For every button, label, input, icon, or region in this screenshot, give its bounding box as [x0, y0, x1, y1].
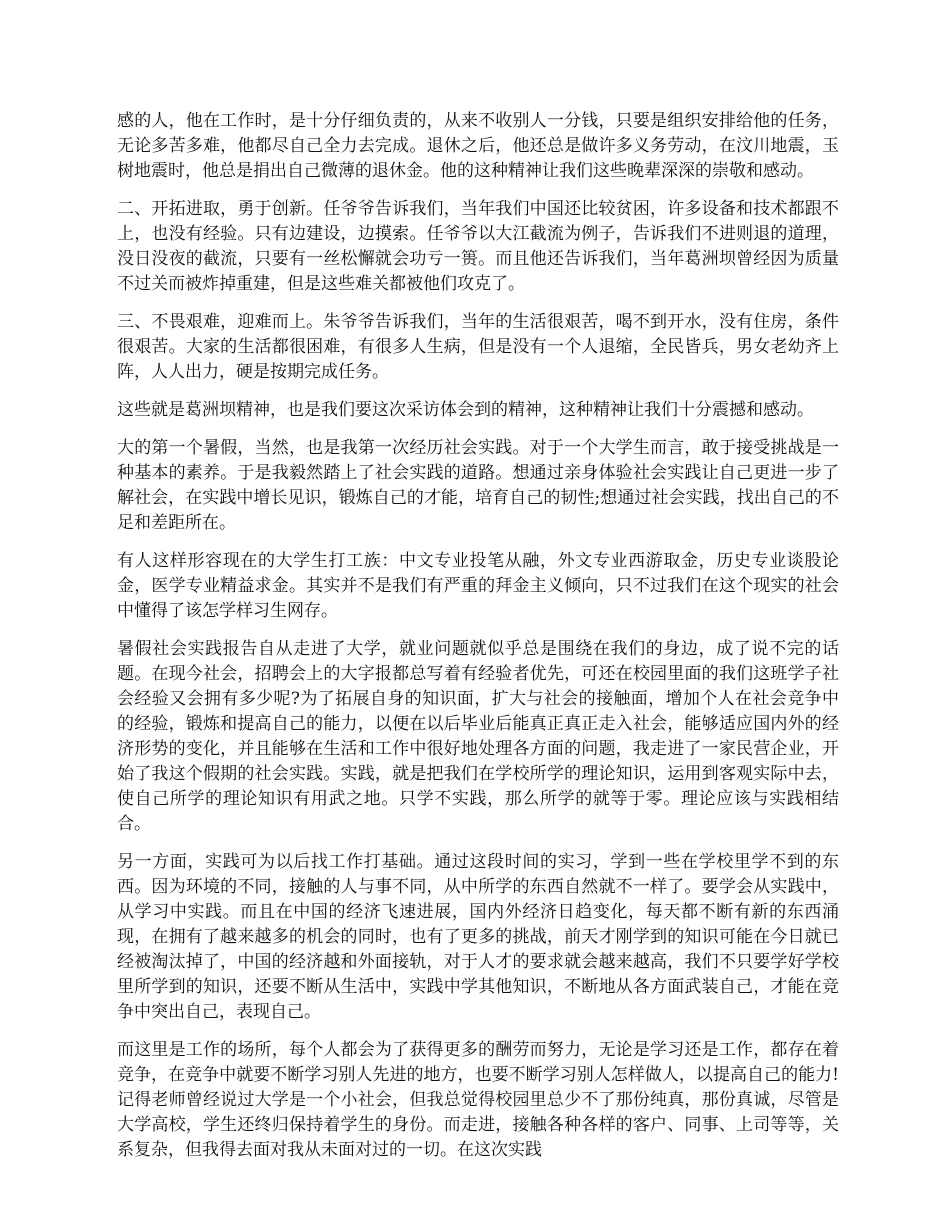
paragraph: 暑假社会实践报告自从走进了大学，就业问题就似乎总是围绕在我们的身边，成了说不完的话题。在现今社会，招聘会上的大字报都总写着有经验者优先，可还在校园里面的我们这班学子社会经验又会拥有多少呢?为了拓展自身的知识面，扩大与社会的接触面，增加个人在社会竞争中的经验，锻炼和提高自己的能力，以便在以后毕业后能真正真正走入社会，能够适应国内外的经济形势的变化，并且能够在生活和工作中很好地处理各方面的问题，我走进了一家民营企业，开始了我这个假期的社会实践。实践，就是把我们在学校所学的理论知识，运用到客观实际中去，使自己所学的理论知识有用武之地。只学不实践，那么所学的就等于零。理论应该与实践相结合。: [117, 639, 839, 834]
paragraph: 感的人，他在工作时，是十分仔细负责的，从来不收别人一分钱，只要是组织安排给他的任务，无论多苦多难，他都尽自己全力去完成。退休之后，他还总是做许多义务劳动，在汶川地震，玉树地震时，他总是捐出自己微薄的退休金。他的这种精神让我们这些晚辈深深的崇敬和感动。: [117, 111, 839, 181]
paragraph: 有人这样形容现在的大学生打工族：中文专业投笔从融，外文专业西游取金，历史专业谈股论金，医学专业精益求金。其实并不是我们有严重的拜金主义倾向，只不过我们在这个现实的社会中懂得了该怎学样习生网存。: [117, 551, 839, 621]
document-body: [117, 109, 839, 1176]
paragraph: 二、开拓进取，勇于创新。任爷爷告诉我们，当年我们中国还比较贫困，许多设备和技术都跟不上，也没有经验。只有边建设，边摸索。任爷爷以大江截流为例子，告诉我们不进则退的道理，没日没夜的截流，只要有一丝松懈就会功亏一篑。而且他还告诉我们，当年葛洲坝曾经因为质量不过关而被炸掉重建，但是这些难关都被他们攻克了。: [117, 199, 839, 294]
paragraph: 另一方面，实践可为以后找工作打基础。通过这段时间的实习，学到一些在学校里学不到的东西。因为环境的不同，接触的人与事不同，从中所学的东西自然就不一样了。要学会从实践中，从学习中实践。而且在中国的经济飞速进展，国内外经济日趋变化，每天都不断有新的东西涌现，在拥有了越来越多的机会的同时，也有了更多的挑战，前天才刚学到的知识可能在今日就已经被淘汰掉了，中国的经济越和外面接轨，对于人才的要求就会越来越高，我们不只要学好学校里所学到的知识，还要不断从生活中，实践中学其他知识，不断地从各方面武装自己，才能在竞争中突出自己，表现自己。: [117, 852, 839, 1022]
paragraph: 而这里是工作的场所，每个人都会为了获得更多的酬劳而努力，无论是学习还是工作，都存在着竞争，在竞争中就要不断学习别人先进的地方，也要不断学习别人怎样做人，以提高自己的能力!记得老师曾经说过大学是一个小社会，但我总觉得校园里总少不了那份纯真，那份真诚，尽管是大学高校，学生还终归保持着学生的身份。而走进，接触各种各样的客户、同事、上司等等，关系复杂，但我得去面对我从未面对过的一切。在这次实践: [117, 1040, 839, 1160]
paragraph: 三、不畏艰难，迎难而上。朱爷爷告诉我们，当年的生活很艰苦，喝不到开水，没有住房，条件很艰苦。大家的生活都很困难，有很多人生病，但是没有一个人退缩，全民皆兵，男女老幼齐上阵，人人出力，硬是按期完成任务。: [117, 312, 839, 382]
paragraph: 大的第一个暑假，当然，也是我第一次经历社会实践。对于一个大学生而言，敢于接受挑战是一种基本的素养。于是我毅然踏上了社会实践的道路。想通过亲身体验社会实践让自己更进一步了解社会，在实践中增长见识，锻炼自己的才能，培育自己的韧性;想通过社会实践，找出自己的不足和差距所在。: [117, 438, 839, 533]
paragraph: 这些就是葛洲坝精神，也是我们要这次采访体会到的精神，这种精神让我们十分震撼和感动。: [117, 400, 814, 420]
